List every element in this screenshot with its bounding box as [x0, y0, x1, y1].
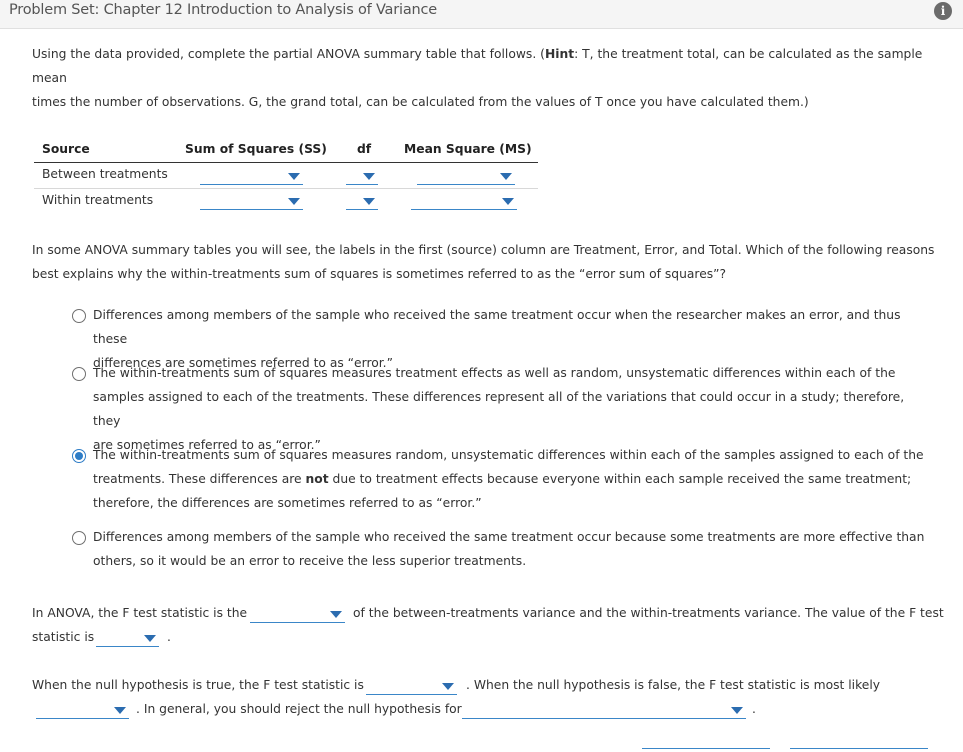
- within-ss-dropdown[interactable]: [200, 193, 303, 210]
- null-false-sentence: . When the null hypothesis is false, the F test statistic is most likely: [466, 678, 881, 692]
- reject-sentence-end: .: [752, 702, 756, 716]
- answer-option-4[interactable]: [72, 525, 932, 573]
- reject-condition-dropdown[interactable]: [462, 702, 746, 719]
- option-2-line-2: samples assigned to each of the treatments. These differences represent all of the variations that could occur in a study; therefore, they: [93, 390, 905, 428]
- header-ms: Mean Square (MS): [404, 142, 532, 156]
- null-false-dropdown[interactable]: [36, 702, 129, 719]
- reject-sentence: . In general, you should reject the null hypothesis for: [136, 702, 462, 716]
- hint-label: Hint: [544, 47, 575, 61]
- f-ratio-dropdown[interactable]: [250, 606, 345, 623]
- f-test-sentence-2-end: .: [167, 630, 171, 644]
- between-ms-dropdown[interactable]: [417, 168, 515, 185]
- within-ms-dropdown[interactable]: [411, 193, 517, 210]
- chevron-down-icon: [502, 198, 514, 205]
- f-test-sentence-2-start: statistic is: [32, 630, 95, 644]
- table-row-divider: [34, 188, 538, 189]
- option-2-line-1: The within-treatments sum of squares measures treatment effects as well as random, unsystematic differences within each of the: [93, 366, 896, 380]
- f-value-dropdown[interactable]: [96, 630, 159, 647]
- option-1-line-1: Differences among members of the sample who received the same treatment occur when the researcher makes an error, and thus these: [93, 308, 901, 346]
- option-3-emphasis-not: not: [305, 472, 329, 486]
- chevron-down-icon: [330, 611, 342, 618]
- chevron-down-icon: [144, 635, 156, 642]
- header-df: df: [357, 142, 372, 156]
- option-1-line-2: differences are sometimes referred to as “error.”: [93, 356, 393, 370]
- title-bar: [0, 0, 963, 29]
- answer-option-2[interactable]: [72, 361, 932, 452]
- header-source: Source: [42, 142, 90, 156]
- between-df-dropdown[interactable]: [346, 168, 378, 185]
- option-2-line-3: are sometimes referred to as “error.”: [93, 438, 321, 452]
- intro-text-2: : T, the treatment total, can be calculated as the sample mean: [32, 47, 923, 85]
- option-3-line-2b: due to treatment effects because everyone within each sample received the same treatment;: [328, 472, 912, 486]
- table-header-rule: [34, 162, 538, 163]
- question-line-2: best explains why the within-treatments sum of squares is sometimes referred to as the “error sum of squares”?: [32, 267, 727, 281]
- f-test-sentence-1-start: In ANOVA, the F test statistic is the: [32, 606, 248, 620]
- intro-text-3: times the number of observations. G, the grand total, can be calculated from the values of T once you have calculated them.): [32, 95, 809, 109]
- bottom-button-1[interactable]: [642, 748, 770, 752]
- radio-option-1[interactable]: [72, 309, 86, 323]
- option-3-line-3: therefore, the differences are sometimes referred to as “error.”: [93, 496, 482, 510]
- option-4-text: [93, 525, 928, 573]
- chevron-down-icon: [500, 173, 512, 180]
- row-label-within: Within treatments: [42, 193, 154, 207]
- intro-text-1: Using the data provided, complete the partial ANOVA summary table that follows. (: [32, 47, 545, 61]
- chevron-down-icon: [363, 173, 375, 180]
- row-label-between: Between treatments: [42, 167, 168, 181]
- f-test-sentence-1-end: of the between-treatments variance and the within-treatments variance. The value of the F test: [353, 606, 944, 620]
- info-icon[interactable]: i: [934, 2, 952, 20]
- radio-option-4[interactable]: [72, 531, 86, 545]
- chevron-down-icon: [114, 707, 126, 714]
- between-ss-dropdown[interactable]: [200, 168, 303, 185]
- radio-option-2[interactable]: [72, 367, 86, 381]
- chevron-down-icon: [731, 707, 743, 714]
- chevron-down-icon: [288, 173, 300, 180]
- header-ss: Sum of Squares (SS): [185, 142, 327, 156]
- question-text: [32, 238, 952, 286]
- bottom-button-2[interactable]: [790, 748, 928, 752]
- option-4-line-2: others, so it would be an error to receive the less superior treatments.: [93, 554, 527, 568]
- radio-option-3-selected[interactable]: [72, 449, 86, 463]
- option-4-line-1: Differences among members of the sample who received the same treatment occur because some treatments are more effective than: [93, 530, 925, 544]
- answer-option-1[interactable]: [72, 303, 932, 370]
- question-line-1: In some ANOVA summary tables you will see, the labels in the first (source) column are Treatment, Error, and Total. Which of the following reasons: [32, 243, 935, 257]
- page-title: Problem Set: Chapter 12 Introduction to Analysis of Variance: [9, 2, 437, 18]
- null-true-dropdown[interactable]: [366, 678, 457, 695]
- intro-paragraph: [32, 42, 952, 114]
- chevron-down-icon: [288, 198, 300, 205]
- null-true-sentence: When the null hypothesis is true, the F test statistic is: [32, 678, 364, 692]
- within-df-dropdown[interactable]: [346, 193, 378, 210]
- option-3-line-2a: treatments. These differences are: [93, 472, 306, 486]
- chevron-down-icon: [442, 683, 454, 690]
- answer-option-3[interactable]: [72, 443, 932, 515]
- option-3-text: [93, 443, 928, 515]
- chevron-down-icon: [363, 198, 375, 205]
- option-3-line-1: The within-treatments sum of squares measures random, unsystematic differences within each of the samples assigned to each of the: [93, 448, 924, 462]
